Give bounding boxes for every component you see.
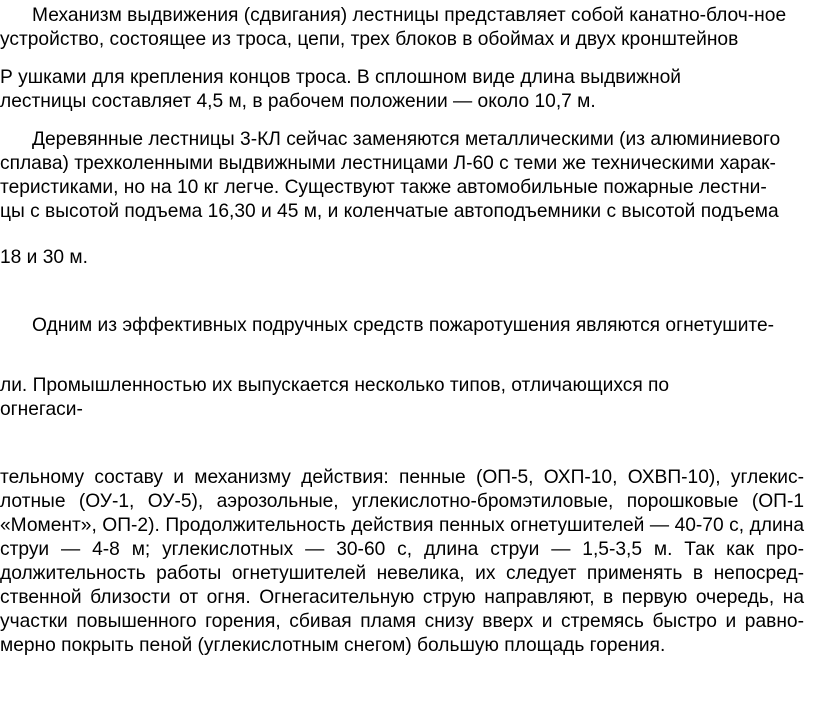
p3-line-1: Одним из эффективных подручных средств пожаротушения являются огнетушите- (32, 315, 775, 336)
p1-line-3: Р ушками для крепления концов троса. В сплошном виде длина выдвижной (0, 67, 681, 88)
p2-line-1: Деревянные лестницы 3-КЛ сейчас заменяются металлическими (из алюминиевого (32, 129, 781, 150)
p1-line-4: лестницы составляет 4,5 м, в рабочем положении — около 10,7 м. (0, 91, 596, 112)
p2-line-5: 18 и 30 м. (0, 247, 88, 268)
p4-body-text: тельному составу и механизму действия: пенные (ОП-5, ОХП-10, ОХВП-10), углекис-лотные (ОУ-1, ОУ-5), аэрозольные, углекислотно-бромэтиловые, порошковые (ОП-1 «Момент», ОП-2). Продолжительность действия пенных огнетушителей — 40-70 с, длина струи — 4-8 м; углекислотных — 30-60 с, длина струи — 1,5-3,5 м. Так как про-должительность работы огнетушителей невелика, их следует применять в непосред-ственной близости от огня. Огнегасительную струю направляют, в первую очередь, на участки повышенного горения, сбивая пламя снизу вверх и стремясь быстро и равно-мерно покрыть пеной (углекислотным снегом) большую площадь горения. (0, 467, 804, 656)
p1-line-1: Механизм выдвижения (сдвигания) лестницы представляет собой канатно-блоч-ное (32, 5, 787, 26)
p1-line-2: устройство, состоящее из троса, цепи, трех блоков в обоймах и двух кронштейнов (0, 29, 739, 50)
p2-line-4: цы с высотой подъема 16,30 и 45 м, и коленчатые автоподъемники с высотой подъема (0, 201, 779, 222)
p3-line-2: ли. Промышленностью их выпускается несколько типов, отличающихся по (0, 375, 670, 396)
p2-line-2: сплава) трехколенными выдвижными лестницами Л-60 с теми же техническими харак- (0, 153, 776, 174)
p3-line-3: огнегаси- (0, 399, 83, 420)
p2-line-3: теристиками, но на 10 кг легче. Существуют также автомобильные пожарные лестни- (0, 177, 767, 198)
